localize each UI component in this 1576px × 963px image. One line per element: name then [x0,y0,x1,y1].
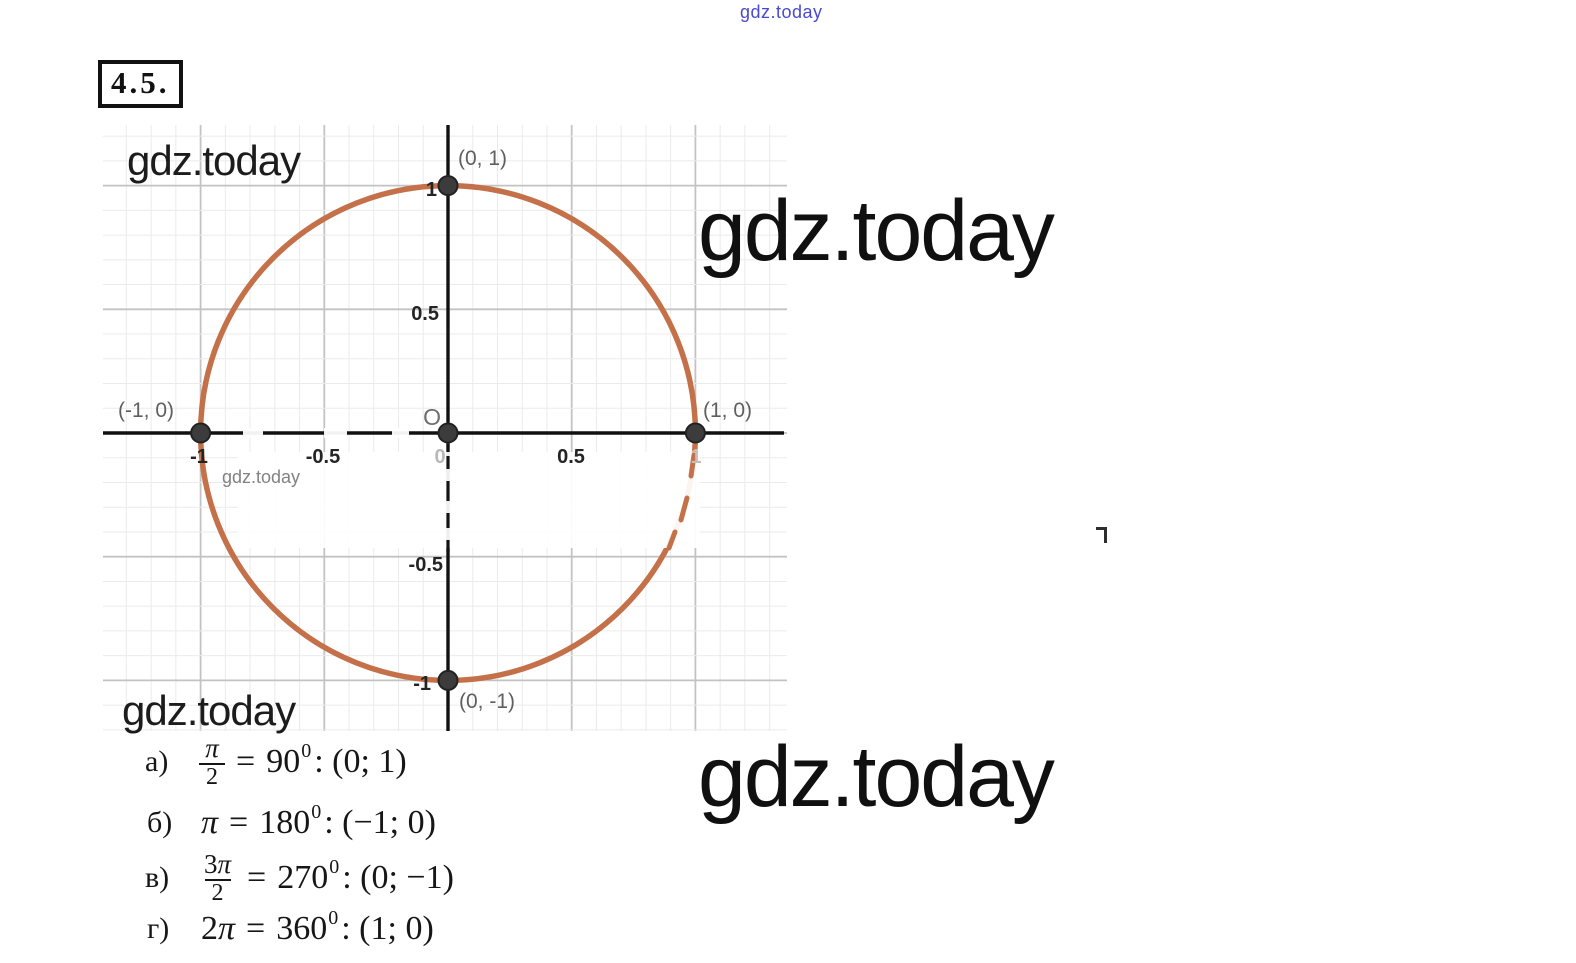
degree-superscript: 0 [301,739,312,762]
coordinates: : (0; 1) [314,743,407,780]
x-tick-1: 1 [690,446,702,468]
point-label-m1-0: (-1, 0) [118,399,175,422]
x-tick-m1: -1 [190,446,208,468]
plot-labels [118,147,752,713]
solution-line-b [147,799,436,847]
x-tick-0: 0 [434,446,446,468]
solution-line-g [147,905,434,953]
y-tick-1: 1 [425,179,437,201]
degree-value: 90 [266,743,301,780]
solution-label: а) [145,745,169,778]
fraction-denominator: 2 [199,763,225,790]
coordinates: : (1; 0) [341,910,434,947]
degree-superscript: 0 [329,855,340,878]
pi-symbol: π [201,804,219,841]
solution-label: б) [147,806,173,839]
pi-symbol: π [218,910,236,947]
fraction [199,850,236,906]
watermark-large-top: gdz.today [698,183,1053,279]
origin-label: O [423,404,441,430]
solution-line-a [145,726,407,798]
problem-number: 4.5. [111,65,170,100]
data-point [439,176,458,195]
watermark-graph-topleft: gdz.today [127,137,301,184]
y-tick-m1: -1 [413,673,431,695]
solution-label: в) [145,861,170,894]
solution-line-v [145,842,454,914]
fraction [199,734,225,790]
watermark-graph-bottomleft: gdz.today [122,687,296,734]
coordinates: : (−1; 0) [324,804,436,841]
data-point [439,671,458,690]
solution-label: г) [147,912,170,945]
watermark-inband: gdz.today [222,467,301,487]
point-label-1-0: (1, 0) [703,399,753,422]
y-tick-05: 0.5 [411,303,439,325]
y-tick-m05: -0.5 [408,554,443,576]
degree-value: 270 [277,859,329,896]
degree-superscript: 0 [311,800,322,823]
fraction-numerator: π [205,732,219,763]
equals-sign: = [246,910,266,947]
unit-circle-plot [103,120,789,736]
data-point [686,424,705,443]
equals-sign: = [247,859,267,896]
equals-sign: = [236,743,256,780]
degree-superscript: 0 [328,906,339,929]
x-tick-m05: -0.5 [305,446,341,468]
x-tick-05: 0.5 [557,446,585,468]
fraction-denominator: 2 [205,879,231,906]
watermark-top: gdz.today [740,2,823,22]
equals-sign: = [229,804,249,841]
degree-value: 180 [259,804,311,841]
data-point [439,424,458,443]
coordinates: : (0; −1) [342,859,454,896]
point-label-0-1: (0, 1) [458,147,508,170]
coefficient: 2 [201,910,218,947]
scan-artifact-mark [1096,527,1107,543]
data-point [191,424,210,443]
fraction-numerator: 3π [204,848,232,879]
point-label-0-m1: (0, -1) [459,690,516,713]
problem-number-box [98,60,183,108]
degree-value: 360 [276,910,328,947]
watermark-large-bottom: gdz.today [698,729,1053,825]
